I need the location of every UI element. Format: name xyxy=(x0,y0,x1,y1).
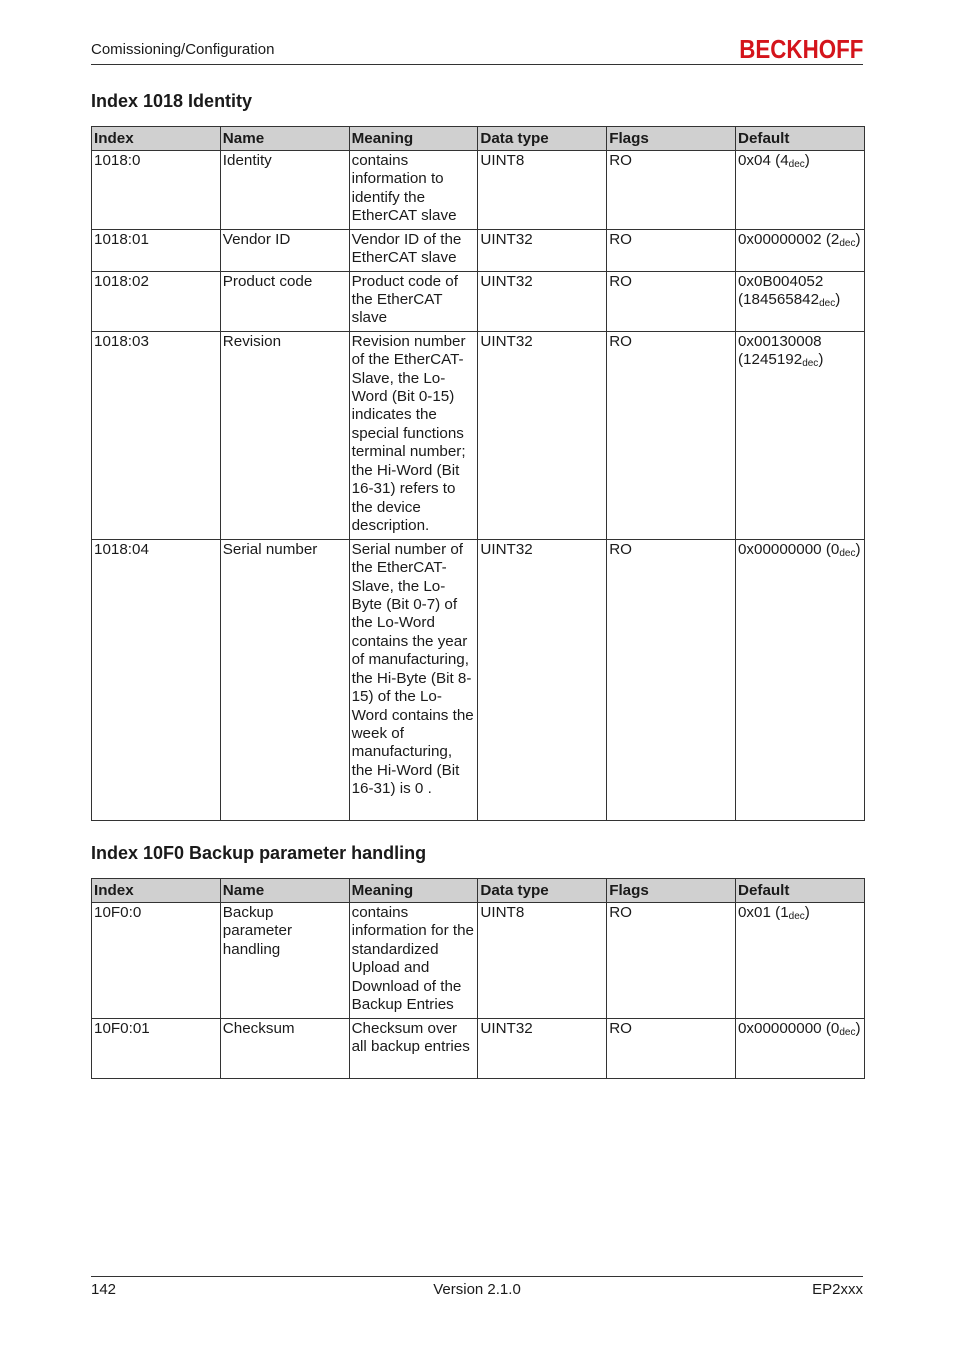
cell-data-type: UINT32 xyxy=(478,271,607,331)
cell-index: 1018:02 xyxy=(92,271,221,331)
col-flags: Flags xyxy=(607,127,736,151)
decimal-suffix: dec xyxy=(839,237,856,249)
default-decimal: 1245192 xyxy=(743,351,803,369)
page-number: 142 xyxy=(91,1281,117,1298)
col-data-type: Data type xyxy=(478,879,607,903)
table-row xyxy=(92,903,865,1019)
cell-index: 10F0:01 xyxy=(92,1019,221,1079)
cell-flags: RO xyxy=(607,271,736,331)
cell-index: 1018:01 xyxy=(92,229,221,271)
cell-data-type: UINT8 xyxy=(478,903,607,1019)
cell-name: Backup parameter handling xyxy=(220,903,349,1019)
col-meaning: Meaning xyxy=(349,127,478,151)
table-index-10f0 xyxy=(91,878,865,1079)
col-index: Index xyxy=(92,127,221,151)
default-decimal: 1 xyxy=(780,904,789,921)
col-meaning: Meaning xyxy=(349,879,478,903)
col-index: Index xyxy=(92,879,221,903)
cell-flags: RO xyxy=(607,151,736,230)
decimal-suffix: dec xyxy=(839,1027,856,1038)
cell-meaning: contains information for the standardized Upload and Download of the Backup Entries xyxy=(349,903,478,1019)
col-default: Default xyxy=(735,127,864,151)
col-default: Default xyxy=(735,879,864,903)
cell-meaning: Checksum over all backup entries xyxy=(349,1019,478,1079)
table-row xyxy=(92,151,865,230)
default-hex: 0x00000002 xyxy=(737,230,822,248)
cell-flags: RO xyxy=(607,539,736,820)
cell-default: 0x00130008 $(1245192_{dec})$ xyxy=(735,331,864,539)
cell-flags: RO xyxy=(607,1019,736,1079)
table-row xyxy=(92,539,865,820)
cell-default: 0x00000000 $(0_{dec})$ xyxy=(735,1019,864,1079)
decimal-suffix: dec xyxy=(819,298,836,310)
default-hex: 0x00000000 xyxy=(737,1020,822,1037)
decimal-suffix: dec xyxy=(788,159,805,170)
col-data-type: Data type xyxy=(478,127,607,151)
table-row xyxy=(92,1019,865,1079)
cell-name: Serial number xyxy=(220,539,349,820)
cell-flags: RO xyxy=(607,331,736,539)
default-hex: 0x01 xyxy=(737,904,771,921)
cell-meaning: Serial number of the EtherCAT-Slave, the Lo-Byte (Bit 0-7) of the Lo-Word contains the year of manufacturing, the Hi-Byte (Bit 8-15) of the Lo-Word contains the week of manufacturing, the Hi-Word (Bit 16-31) is 0 . xyxy=(349,539,478,820)
default-hex: 0x04 xyxy=(737,152,771,169)
default-hex: 0x00130008 xyxy=(737,332,822,350)
cell-index: 1018:03 xyxy=(92,331,221,539)
page-header xyxy=(91,34,863,65)
table-row xyxy=(92,271,865,331)
cell-name: Product code xyxy=(220,271,349,331)
cell-default: 0x04 $(4_{dec})$ xyxy=(735,151,864,230)
cell-name: Revision xyxy=(220,331,349,539)
page-footer xyxy=(91,1276,863,1298)
cell-index: 1018:0 xyxy=(92,151,221,230)
decimal-suffix: dec xyxy=(788,911,805,922)
table-row xyxy=(92,229,865,271)
cell-default: 0x0B004052 $(184565842_{dec})$ xyxy=(735,271,864,331)
cell-default: 0x00000000 $(0_{dec})$ xyxy=(735,539,864,820)
cell-meaning: Product code of the EtherCAT slave xyxy=(349,271,478,331)
col-name: Name xyxy=(220,879,349,903)
decimal-suffix: dec xyxy=(839,547,856,559)
cell-data-type: UINT32 xyxy=(478,539,607,820)
cell-flags: RO xyxy=(607,229,736,271)
cell-name: Checksum xyxy=(220,1019,349,1079)
cell-default: 0x00000002 $(2_{dec})$ xyxy=(735,229,864,271)
default-decimal: 2 xyxy=(830,230,840,248)
cell-name: Identity xyxy=(220,151,349,230)
col-name: Name xyxy=(220,127,349,151)
table-header-row xyxy=(92,127,865,151)
decimal-suffix: dec xyxy=(802,358,819,370)
heading-index-1018: Index 1018 Identity xyxy=(91,91,253,111)
product-name: EP2xxx xyxy=(812,1281,863,1298)
table-header-row xyxy=(92,879,865,903)
cell-meaning: Vendor ID of the EtherCAT slave xyxy=(349,229,478,271)
cell-data-type: UINT8 xyxy=(478,151,607,230)
default-decimal: 0 xyxy=(830,540,840,558)
default-decimal: 184565842 xyxy=(743,291,820,309)
default-hex: 0x0B004052 xyxy=(737,272,824,290)
cell-default: 0x01 $(1_{dec})$ xyxy=(735,903,864,1019)
default-hex: 0x00000000 xyxy=(737,540,822,558)
heading-index-10f0: Index 10F0 Backup parameter handling xyxy=(91,843,427,863)
default-decimal: 0 xyxy=(830,1020,840,1037)
cell-data-type: UINT32 xyxy=(478,229,607,271)
cell-meaning: Revision number of the EtherCAT-Slave, the Lo-Word (Bit 0-15) indicates the special functions terminal number; the Hi-Word (Bit 16-31) refers to the device description. xyxy=(349,331,478,539)
beckhoff-logo: BECKHOFF xyxy=(738,34,863,64)
cell-data-type: UINT32 xyxy=(478,331,607,539)
document-version: Version 2.1.0 xyxy=(433,1281,521,1298)
cell-flags: RO xyxy=(607,903,736,1019)
default-decimal: 4 xyxy=(780,152,789,169)
col-flags: Flags xyxy=(607,879,736,903)
table-row xyxy=(92,331,865,539)
table-index-1018 xyxy=(91,126,865,821)
cell-index: 10F0:0 xyxy=(92,903,221,1019)
cell-meaning: contains information to identify the EtherCAT slave xyxy=(349,151,478,230)
cell-data-type: UINT32 xyxy=(478,1019,607,1079)
cell-index: 1018:04 xyxy=(92,539,221,820)
section-title: Comissioning/Configuration xyxy=(91,41,275,58)
cell-name: Vendor ID xyxy=(220,229,349,271)
